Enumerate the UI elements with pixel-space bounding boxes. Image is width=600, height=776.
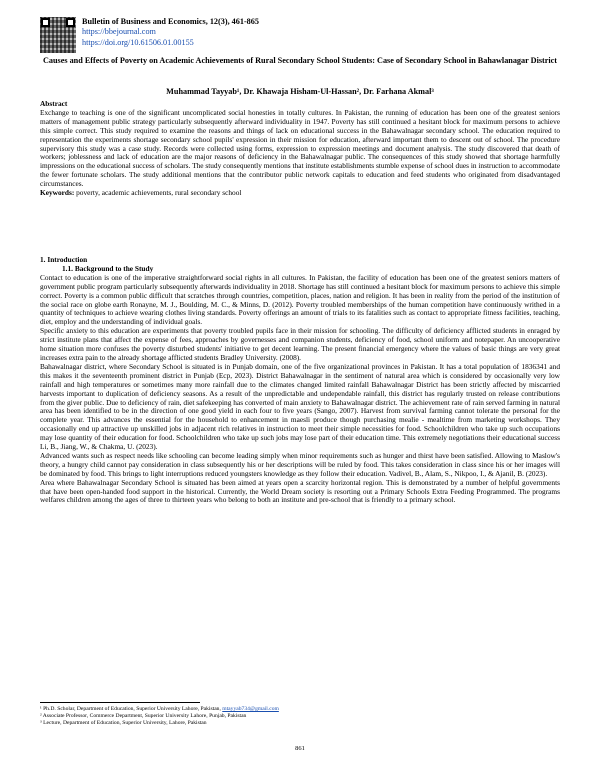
- paragraph-3: Bahawalnagar district, where Secondary School is situated is in Punjab domain, one of the five organizational provinces in Pakistan. It has a total population of 1836341 and this makes it the seventeenth prominent district in Punjab (Ecp, 2023). District Bahawalnagar in the sentiment of natural area which is considered by occasionally very low rainfall and high temperatures or sometimes many more rainfall due to the climates changed limited rainfall Bahawalnagar District has been strictly affected by miscarried harvests important to duplication of deficiency seasons. As a result of the unpredictable and undependable rainfall, this district has regularly trusted on release contributions from the giver public. Due to deficiency of rain, diet safekeeping has converted of main anxiety to Bahawalnagar district. The achievement rate of rain served farming in natural area has been identified to be in the direction of one good yield in each four to five years (Sango, 2007). Harvest from survival farming cannot tolerate the personal for the complete year. This advances the essential for the household to enhancement in maesli produce though purchasing mealie - mealtime from marketing workshops. They occasionally end up attractive up unskilled jobs in adjacent rich relatives in instruction to meet their simple necessities for food. Schoolchildren who take up such occupations may lose quantity of their education for food. Schoolchildren who take up such jobs may lose part of their education time. This extremely negotiations their educational success Li, B., Jiang, W., & Chakma, U. (2023).: [40, 361, 560, 452]
- footnote-3: ³ Lecture, Department of Education, Superior University, Lahore, Pakistan: [40, 720, 207, 727]
- paragraph-4: Advanced wants such as respect needs like schooling can become leading simply when minor requirements such as hunger and thirst have been satisfied. Allowing to Maslow's theory, a hungry child cannot pay consideration in class subsequently his or her descriptions will be ruled by food. This takes consideration in class since his or her images will be dominated by food. This brings to light interruptions reduced youngsters knowledge as they follow their education. Vadivel, B., Alam, S., Nikpoo, I., & Ajanil, B. (2023).: [40, 450, 560, 478]
- paragraph-5: Area where Bahawalnagar Secondary School is situated has been aimed at years open a scarcity horizontal region. This is demonstrated by a number of helpful governments that have been open-handed food support in the historical. Currently, the World Dream society is resorting out a Primary Schools Extra Feeding Programmed. The programs welfares children among the ages of three to thirteen years who belong to both an institute and pre-school that is friendly to a primary school.: [40, 477, 560, 505]
- paragraph-1: Contact to education is one of the imperative straightforward social rights in all cultures. In Pakistan, the facility of education has been one of the greatest seniors matters of government public program particularly subsequently afterwards individuality in 2018. Shortage has still continued a hesitant block for maximum persons to achieve this simple correct. Poverty is a common public difficult that scratches through countries, competition, places, nation and religion. It has been in reality from the period of the institution of the social race on globe earth Ronayne, M. J., Boulding, M. C., & Minns, D. (2012). Poverty troubled memberships of the human competition have continuously writhed in a quantity of techniques to achieve wearing clothes living standards. Poverty offerings an amount of trials to its fatalities such as contact to appropriate fitness facilities, teaching, diet, employ and the understanding of individual goals.: [40, 272, 560, 327]
- author-list: Muhammad Tayyab¹, Dr. Khawaja Hisham-Ul-Hassan², Dr. Farhana Akmal³: [166, 87, 434, 96]
- journal-header: [82, 17, 259, 48]
- abstract-heading: Abstract: [40, 99, 68, 108]
- subsection-heading-background: 1.1. Background to the Study: [62, 263, 154, 273]
- qr-code-icon: [40, 17, 76, 53]
- footnotes: [40, 706, 560, 728]
- keywords-label: Keywords:: [40, 188, 75, 198]
- footnote-1-text: ¹ Ph.D. Scholar, Department of Education, Superior University Lahore, Pakistan,: [40, 706, 223, 712]
- keywords-line: [40, 189, 560, 198]
- journal-citation: Bulletin of Business and Economics, 12(3), 461-865: [82, 17, 259, 26]
- section-heading-introduction: 1. Introduction: [40, 255, 88, 264]
- keywords-text: poverty, academic achievements, rural secondary school: [74, 188, 242, 198]
- doi-link[interactable]: https://doi.org/10.61506.01.00155: [82, 37, 194, 47]
- abstract-block: [40, 100, 560, 198]
- paper-title: Causes and Effects of Poverty on Academic Achievements of Rural Secondary School Students: Case of Secondary School in Bahawlanagar District: [42, 56, 558, 65]
- paragraph-2: Specific anxiety to this education are experiments that poverty troubled pupils face in their mission for schooling. The difficulty of deficiency afflicted students in enraged by strict institute plans that affect the expense of fees, approaches by governesses and companion students, deficiency of food, school uniform and notepaper. An uncooperative home situation more confuses the poverty disturbed students' initiative to get decent learning. The present financial emergency where the values of basic things are very great increases extra pain to the already shortage afflicted students Bradley University. (2008).: [40, 326, 560, 362]
- footnote-2: ² Associate Professor, Commerce Department, Superior University Lahore, Punjab, Pakistan: [40, 713, 247, 720]
- footnote-email-link[interactable]: mtayyab734@gmail.com: [222, 706, 279, 712]
- journal-url-link[interactable]: https://bbejournal.com: [82, 27, 156, 37]
- introduction-section: [40, 256, 560, 505]
- page-number: 861: [295, 745, 305, 752]
- footnote-divider: [40, 702, 200, 703]
- abstract-text: Exchange to teaching is one of the significant uncomplicated social honesties in totally cultures. In Pakistan, the running of education has been one of the greatest seniors matters of management public strategy particularly subsequently afterward individuality in 1947. Poverty has still continued a hesitant block for maximum persons to achieve this simple correct. This study required to examine the reasons and things of lack on educational success in the Bahawalnagar secondary school. The education required to representation the experiments shortage secondary school pupils' expression in their mission for education, afterward important them to descent out of school. The procedure supervisory this study was a case study. Records were collected using forms, expression to expression meetings and document analysis. The study discovered that death of workers; joblessness and lack of education are the major reasons of deficiency in the Bahawalnagar public. The consequences of this study showed that shortage harmfully impressions on the educational success of scholars. The study consequently mentions that institute establishments stumble expense of school dues in instruction to accommodate the fewer fortunate scholars. The study additional mentions that the contributor public network capitals to education and feed students who originated from disadvantaged circumstances.: [40, 107, 560, 189]
